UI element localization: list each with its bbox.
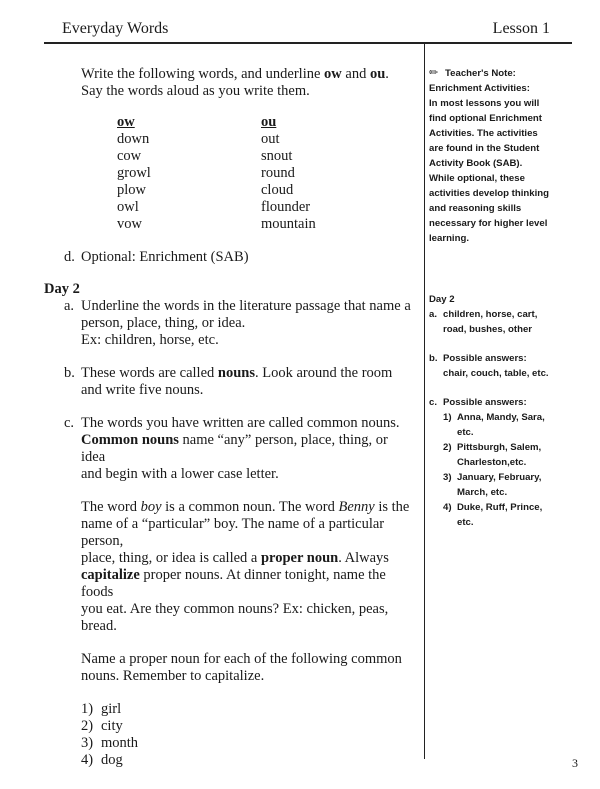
list-item: 4) dog [81,752,123,768]
word: owl [117,199,139,215]
word: out [261,131,280,147]
intro-line-2: Say the words aloud as you write them. [81,83,310,99]
list-item: 2) city [81,718,123,734]
word: mountain [261,216,316,232]
word-column-ow [117,114,261,233]
item-label: d. [64,249,75,265]
header-title-left: Everyday Words [62,20,169,37]
answer-a: a. children, horse, cart, road, bushes, other [429,309,538,335]
item-label: a. [64,298,75,314]
word: cow [117,148,142,164]
day-2-heading: Day 2 [44,281,80,297]
item-label: b. [64,365,75,381]
header-title-right: Lesson 1 [492,20,550,37]
page-number: 3 [572,756,578,770]
intro-line-1: Write the following words, and underline ow and ou. [81,66,389,82]
day2-item-c: c. The words you have written are called common nouns. Common nouns name “any” person, place, thing, or idea and begin with a lower case letter. [64,415,400,482]
column-heading-ou: ou [261,114,277,130]
teachers-note: ✏ Teacher's Note: Enrichment Activities: In most lessons you will find optional Enrichment Activities. The activities are found in the Student Activity Book (SAB). While optional, these activities develop thinking and reasoning skills necessary for higher level learning. [429,67,549,244]
word: snout [261,148,293,164]
word: down [117,131,150,147]
word-column-ou [261,114,405,233]
answer-c: c. Possible answers: [429,397,527,408]
item-d-text: Optional: Enrichment (SAB) [81,249,249,265]
list-item: 1) girl [81,701,122,717]
day2-item-a: a. Underline the words in the literature passage that name a person, place, thing, or idea. Ex: children, horse, etc. [64,298,411,348]
example-text: Ex: children, horse, etc. [81,332,219,348]
word: plow [117,182,146,198]
exercise-instructions: Name a proper noun for each of the following common nouns. Remember to capitalize. [81,651,402,684]
column-divider [424,44,425,759]
answer-b: b. Possible answers: chair, couch, table, etc. [429,353,549,379]
word-table [117,114,412,233]
main-column [44,66,412,769]
answer-key-heading: Day 2 [429,294,455,305]
intro-instructions [44,66,412,100]
pencil-icon: ✏ [429,67,439,79]
answer-key [429,292,577,530]
word: vow [117,216,142,232]
day2-item-b: b. These words are called nouns. Look around the room and write five nouns. [64,365,393,398]
item-label: c. [64,415,75,431]
header-rule [44,42,572,44]
word: cloud [261,182,294,198]
note-title: Teacher's Note: [445,68,516,79]
answer-c-3: 3) January, February, March, etc. [443,472,542,498]
answer-c-2: 2) Pittsburgh, Salem, Charleston,etc. [443,442,542,468]
column-heading-ow: ow [117,114,135,130]
word: flounder [261,199,311,215]
exercise-list [44,701,412,769]
answer-c-1: 1) Anna, Mandy, Sara, etc. [443,412,545,438]
proper-noun-paragraph: The word boy is a common noun. The word Benny is the name of a “particular” boy. The name of a particular person, place, thing, or idea is called a proper noun. Always capitalize proper nouns. At dinner tonight, name the foods you eat. Are they common nouns? Ex: chicken, peas, bread. [81,499,410,634]
word: round [261,165,295,181]
answer-c-4: 4) Duke, Ruff, Prince, etc. [443,502,543,528]
item-d [44,249,412,266]
list-item: 3) month [81,735,139,751]
word: growl [117,165,151,181]
